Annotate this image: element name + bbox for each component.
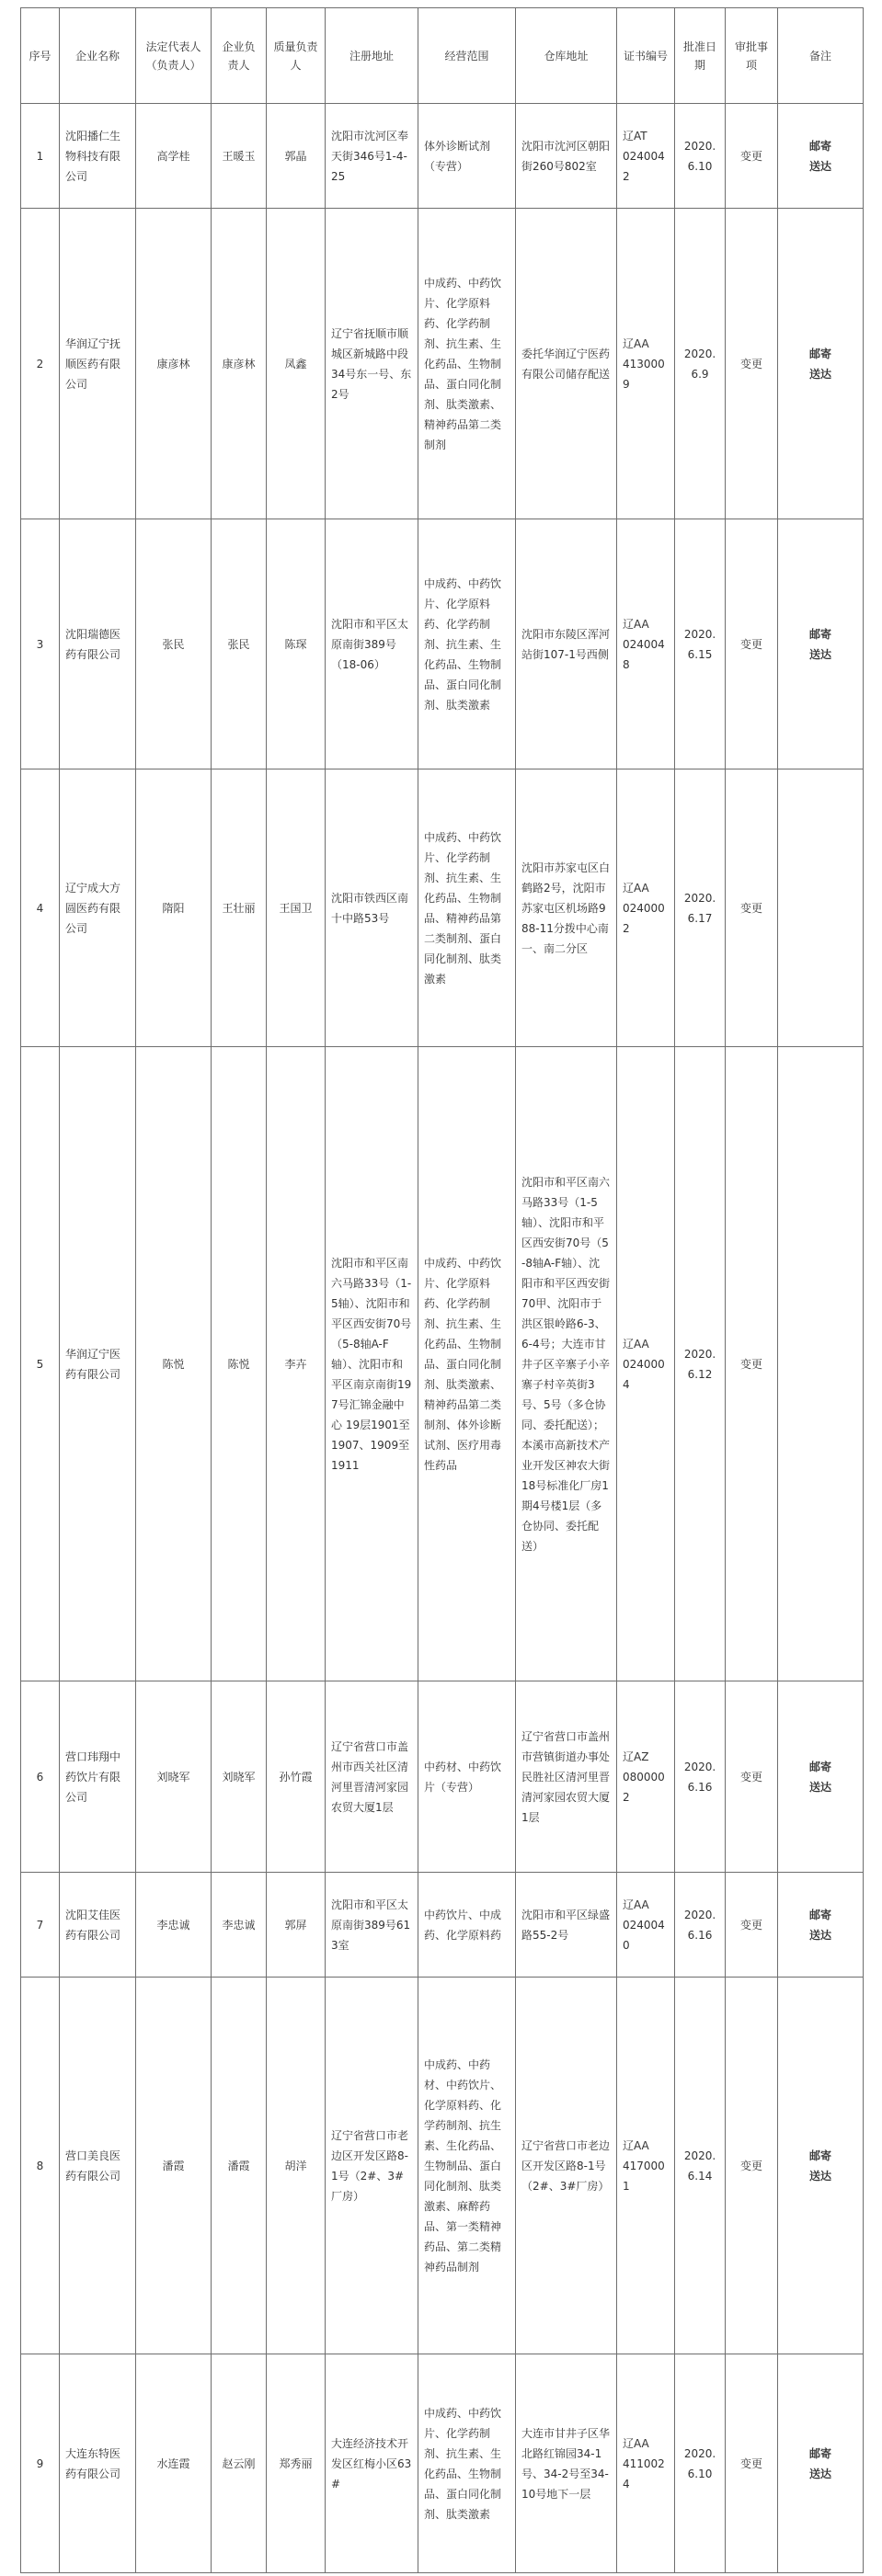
remark <box>778 104 864 209</box>
warehouse-address: 沈阳市和平区南六马路33号（1-5轴）、沈阳市和平区西安街70号（5-8轴A-F轴）、沈阳市和平区西安街70甲、沈阳市于洪区银岭路6-3、6-4号；大连市甘井子区辛寨子小辛寨子村辛英街3号、5号（多仓协同、委托配送）；本溪市高新技术产业开发区神农大街18号标准化厂房1期4号楼1层（多仓协同、委托配送） <box>516 1047 617 1681</box>
cert-prefix: 辽AA <box>623 2138 649 2152</box>
registered-address: 沈阳市和平区南六马路33号（1-5轴）、沈阳市和平区西安街70号（5-8轴A-F轴）、沈阳市和平区南京南街197号汇锦金融中心 19层1901至1907、1909至1911 <box>326 1047 418 1681</box>
business-scope: 中成药、中药饮片、化学药制剂、抗生素、生化药品、生物制品、精神药品第二类制剂、蛋白同化制剂、肽类激素 <box>418 769 516 1047</box>
remark-line: 送达 <box>808 2467 831 2480</box>
cert-digits: 0240048 <box>623 637 665 671</box>
quality-head: 凤鑫 <box>267 209 326 519</box>
enterprise-head: 赵云刚 <box>212 2354 267 2573</box>
date-year: 2020. <box>683 139 716 153</box>
enterprise-head: 陈悦 <box>212 1047 267 1681</box>
remark-line: 送达 <box>808 647 831 661</box>
remark-line: 送达 <box>808 1780 831 1794</box>
cert-prefix: 辽AZ <box>623 1750 649 1763</box>
row-number: 8 <box>21 1978 60 2354</box>
company-name: 辽宁成大方圆医药有限公司 <box>60 769 136 1047</box>
table-row <box>21 2354 864 2573</box>
table-row <box>21 1681 864 1873</box>
row-number: 9 <box>21 2354 60 2573</box>
certificate-number <box>617 1047 675 1681</box>
cert-digits: 4110024 <box>623 2456 665 2491</box>
header-cell: 企业负责人 <box>212 8 267 104</box>
company-name: 华润辽宁医药有限公司 <box>60 1047 136 1681</box>
quality-head: 郭屏 <box>267 1873 326 1978</box>
header-cell: 证书编号 <box>617 8 675 104</box>
certificate-number <box>617 519 675 769</box>
table-row <box>21 1873 864 1978</box>
date-day: 6.12 <box>687 1367 713 1381</box>
certificate-number <box>617 769 675 1047</box>
approval-date <box>675 1681 726 1873</box>
date-year: 2020. <box>683 1347 716 1361</box>
row-number: 5 <box>21 1047 60 1681</box>
certificate-number <box>617 209 675 519</box>
date-day: 6.15 <box>687 647 713 661</box>
remark <box>778 1873 864 1978</box>
approval-date <box>675 519 726 769</box>
remark-line: 送达 <box>808 367 831 381</box>
header-cell: 序号 <box>21 8 60 104</box>
remark-line: 邮寄 <box>808 2149 831 2162</box>
remark <box>778 1978 864 2354</box>
remark-line: 邮寄 <box>808 347 831 360</box>
remark <box>778 1047 864 1681</box>
legal-representative: 潘霞 <box>136 1978 212 2354</box>
legal-representative: 高学桂 <box>136 104 212 209</box>
approval-table <box>20 7 864 2573</box>
enterprise-head: 康彦林 <box>212 209 267 519</box>
enterprise-head: 刘晓军 <box>212 1681 267 1873</box>
date-day: 6.14 <box>687 2169 713 2183</box>
remark <box>778 209 864 519</box>
remark <box>778 2354 864 2573</box>
table-row <box>21 104 864 209</box>
header-cell: 企业名称 <box>60 8 136 104</box>
cert-prefix: 辽AT <box>623 129 647 142</box>
remark <box>778 1681 864 1873</box>
header-cell: 经营范围 <box>418 8 516 104</box>
company-name: 营口美良医药有限公司 <box>60 1978 136 2354</box>
registered-address: 辽宁省营口市老边区开发区路8-1号（2#、3#厂房） <box>326 1978 418 2354</box>
company-name: 华润辽宁抚顺医药有限公司 <box>60 209 136 519</box>
legal-representative: 刘晓军 <box>136 1681 212 1873</box>
warehouse-address: 沈阳市苏家屯区白鹤路2号，沈阳市苏家屯区机场路988-11分拨中心南一、南二分区 <box>516 769 617 1047</box>
cert-digits: 4170001 <box>623 2159 665 2193</box>
remark-line: 邮寄 <box>808 1760 831 1773</box>
company-name: 沈阳播仁生物科技有限公司 <box>60 104 136 209</box>
approval-date <box>675 2354 726 2573</box>
table-row <box>21 769 864 1047</box>
approval-date <box>675 1873 726 1978</box>
remark <box>778 769 864 1047</box>
date-day: 6.10 <box>687 2467 713 2480</box>
certificate-number <box>617 1681 675 1873</box>
approval-item: 变更 <box>726 519 778 769</box>
warehouse-address: 委托华润辽宁医药有限公司储存配送 <box>516 209 617 519</box>
row-number: 2 <box>21 209 60 519</box>
approval-date <box>675 209 726 519</box>
certificate-number <box>617 2354 675 2573</box>
cert-digits: 0800002 <box>623 1770 665 1804</box>
quality-head: 胡洋 <box>267 1978 326 2354</box>
header-cell: 批准日期 <box>675 8 726 104</box>
quality-head: 郭晶 <box>267 104 326 209</box>
date-day: 6.9 <box>691 367 709 381</box>
cert-digits: 0240004 <box>623 1357 665 1391</box>
table-row <box>21 1978 864 2354</box>
cert-digits: 4130009 <box>623 357 665 391</box>
business-scope: 体外诊断试剂（专营） <box>418 104 516 209</box>
header-cell: 仓库地址 <box>516 8 617 104</box>
quality-head: 郑秀丽 <box>267 2354 326 2573</box>
remark-line: 送达 <box>808 159 831 173</box>
approval-date <box>675 104 726 209</box>
legal-representative: 隋阳 <box>136 769 212 1047</box>
remark-line: 邮寄 <box>808 1908 831 1921</box>
header-row <box>21 8 864 104</box>
company-name: 营口玮翔中药饮片有限公司 <box>60 1681 136 1873</box>
header-cell: 审批事项 <box>726 8 778 104</box>
business-scope: 中成药、中药材、中药饮片、化学原料药、化学药制剂、抗生素、生化药品、生物制品、蛋白同化制剂、肽类激素、麻醉药品、第一类精神药品、第二类精神药品制剂 <box>418 1978 516 2354</box>
business-scope: 中成药、中药饮片、化学原料药、化学药制剂、抗生素、生化药品、生物制品、蛋白同化制剂、肽类激素 <box>418 519 516 769</box>
business-scope: 中成药、中药饮片、化学原料药、化学药制剂、抗生素、生化药品、生物制品、蛋白同化制剂、肽类激素、精神药品第二类制剂、体外诊断试剂、医疗用毒性药品 <box>418 1047 516 1681</box>
cert-prefix: 辽AA <box>623 336 649 350</box>
warehouse-address: 辽宁省营口市盖州市营镇街道办事处民胜社区清河里晋清河家园农贸大厦1层 <box>516 1681 617 1873</box>
remark-line: 邮寄 <box>808 139 831 153</box>
row-number: 3 <box>21 519 60 769</box>
registered-address: 沈阳市铁西区南十中路53号 <box>326 769 418 1047</box>
cert-digits: 0240002 <box>623 901 665 935</box>
registered-address: 辽宁省抚顺市顺城区新城路中段34号东一号、东2号 <box>326 209 418 519</box>
approval-item: 变更 <box>726 1978 778 2354</box>
warehouse-address: 大连市甘井子区华北路红锦园34-1号、34-2号至34-10号地下一层 <box>516 2354 617 2573</box>
approval-date <box>675 1978 726 2354</box>
approval-item: 变更 <box>726 769 778 1047</box>
enterprise-head: 王暖玉 <box>212 104 267 209</box>
business-scope: 中药饮片、中成药、化学原料药 <box>418 1873 516 1978</box>
warehouse-address: 辽宁省营口市老边区开发区路8-1号（2#、3#厂房） <box>516 1978 617 2354</box>
row-number: 4 <box>21 769 60 1047</box>
table-row <box>21 209 864 519</box>
legal-representative: 张民 <box>136 519 212 769</box>
approval-item: 变更 <box>726 104 778 209</box>
legal-representative: 水连霞 <box>136 2354 212 2573</box>
cert-prefix: 辽AA <box>623 881 649 895</box>
date-year: 2020. <box>683 891 716 905</box>
certificate-number <box>617 1873 675 1978</box>
enterprise-head: 王壮丽 <box>212 769 267 1047</box>
approval-item: 变更 <box>726 1681 778 1873</box>
row-number: 6 <box>21 1681 60 1873</box>
date-day: 6.17 <box>687 911 713 925</box>
enterprise-head: 李忠诚 <box>212 1873 267 1978</box>
warehouse-address: 沈阳市东陵区浑河站街107-1号西侧 <box>516 519 617 769</box>
date-day: 6.10 <box>687 159 713 173</box>
cert-prefix: 辽AA <box>623 2436 649 2450</box>
remark-line: 送达 <box>808 1928 831 1942</box>
certificate-number <box>617 104 675 209</box>
quality-head: 陈琛 <box>267 519 326 769</box>
header-cell: 注册地址 <box>326 8 418 104</box>
table-row <box>21 519 864 769</box>
registered-address: 辽宁省营口市盖州市西关社区清河里晋清河家园农贸大厦1层 <box>326 1681 418 1873</box>
cert-prefix: 辽AA <box>623 617 649 631</box>
date-year: 2020. <box>683 1908 716 1921</box>
approval-item: 变更 <box>726 1047 778 1681</box>
header-cell: 备注 <box>778 8 864 104</box>
row-number: 1 <box>21 104 60 209</box>
company-name: 沈阳艾佳医药有限公司 <box>60 1873 136 1978</box>
cert-digits: 0240042 <box>623 149 665 183</box>
date-year: 2020. <box>683 627 716 641</box>
date-year: 2020. <box>683 2446 716 2460</box>
header-cell: 质量负责人 <box>267 8 326 104</box>
certificate-number <box>617 1978 675 2354</box>
cert-prefix: 辽AA <box>623 1898 649 1911</box>
date-year: 2020. <box>683 1760 716 1773</box>
remark <box>778 519 864 769</box>
quality-head: 李卉 <box>267 1047 326 1681</box>
legal-representative: 陈悦 <box>136 1047 212 1681</box>
approval-item: 变更 <box>726 209 778 519</box>
approval-item: 变更 <box>726 1873 778 1978</box>
remark-line: 邮寄 <box>808 627 831 641</box>
business-scope: 中成药、中药饮片、化学药制剂、抗生素、生化药品、生物制品、蛋白同化制剂、肽类激素 <box>418 2354 516 2573</box>
remark-line: 邮寄 <box>808 2446 831 2460</box>
quality-head: 王国卫 <box>267 769 326 1047</box>
registered-address: 沈阳市沈河区奉天街346号1-4-25 <box>326 104 418 209</box>
date-year: 2020. <box>683 347 716 360</box>
company-name: 大连东特医药有限公司 <box>60 2354 136 2573</box>
cert-prefix: 辽AA <box>623 1337 649 1351</box>
date-day: 6.16 <box>687 1928 713 1942</box>
date-year: 2020. <box>683 2149 716 2162</box>
enterprise-head: 潘霞 <box>212 1978 267 2354</box>
registered-address: 大连经济技术开发区红梅小区63# <box>326 2354 418 2573</box>
warehouse-address: 沈阳市沈河区朝阳街260号802室 <box>516 104 617 209</box>
enterprise-head: 张民 <box>212 519 267 769</box>
approval-date <box>675 769 726 1047</box>
table-row <box>21 1047 864 1681</box>
row-number: 7 <box>21 1873 60 1978</box>
cert-digits: 0240040 <box>623 1918 665 1952</box>
business-scope: 中药材、中药饮片（专营） <box>418 1681 516 1873</box>
date-day: 6.16 <box>687 1780 713 1794</box>
approval-item: 变更 <box>726 2354 778 2573</box>
legal-representative: 李忠诚 <box>136 1873 212 1978</box>
company-name: 沈阳瑞德医药有限公司 <box>60 519 136 769</box>
approval-date <box>675 1047 726 1681</box>
quality-head: 孙竹霞 <box>267 1681 326 1873</box>
header-cell: 法定代表人（负责人） <box>136 8 212 104</box>
warehouse-address: 沈阳市和平区绿盛路55-2号 <box>516 1873 617 1978</box>
registered-address: 沈阳市和平区太原南街389号（18-06） <box>326 519 418 769</box>
registered-address: 沈阳市和平区太原南街389号613室 <box>326 1873 418 1978</box>
legal-representative: 康彦林 <box>136 209 212 519</box>
business-scope: 中成药、中药饮片、化学原料药、化学药制剂、抗生素、生化药品、生物制品、蛋白同化制剂、肽类激素、精神药品第二类制剂 <box>418 209 516 519</box>
remark-line: 送达 <box>808 2169 831 2183</box>
